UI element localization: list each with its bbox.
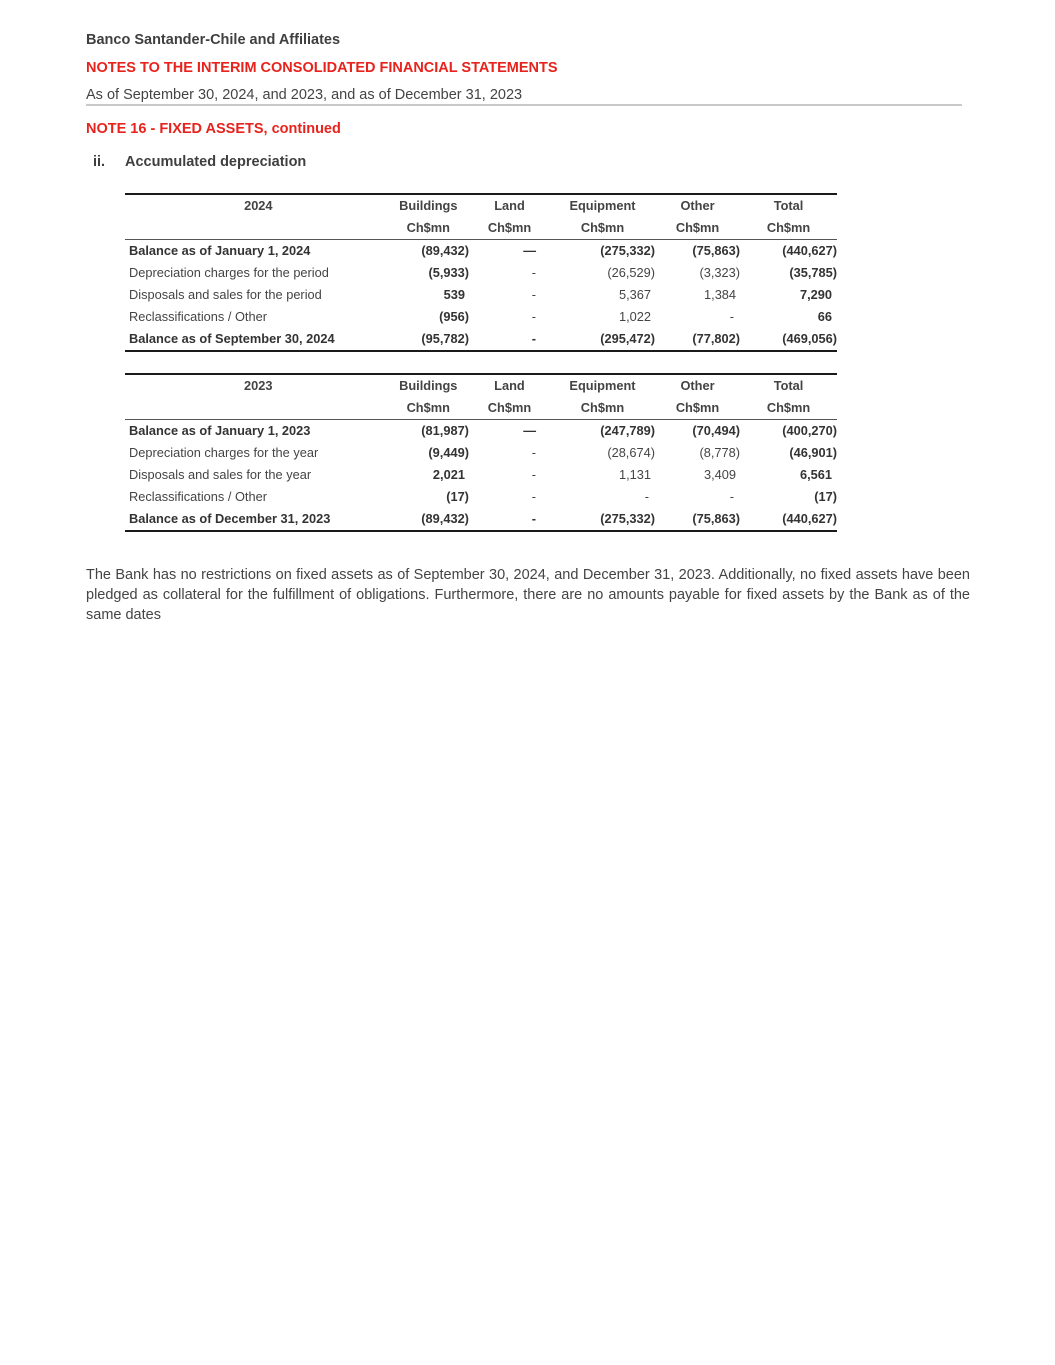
cell-buildings: (89,432) — [421, 243, 470, 258]
col-other: Other — [655, 194, 740, 217]
unit-label: Ch$mn — [740, 217, 837, 240]
table-row — [125, 284, 837, 306]
row-label: Depreciation charges for the year — [129, 445, 319, 460]
cell-total: (400,270) — [782, 423, 837, 438]
table-row — [125, 464, 837, 486]
cell-equipment: (275,332) — [600, 243, 656, 258]
cell-buildings: (5,933) — [428, 265, 470, 280]
cell-total: (440,627) — [740, 508, 837, 531]
cell-total: 7,290 — [799, 287, 832, 302]
cell-land: - — [531, 265, 537, 280]
year-header: 2023 — [125, 374, 388, 397]
cell-land: — — [523, 423, 536, 438]
cell-buildings: (17) — [446, 489, 469, 504]
section-title: Accumulated depreciation — [125, 154, 307, 170]
cell-buildings: (9,449) — [428, 445, 469, 460]
as-of-date: As of September 30, 2024, and 2023, and as of December 31, 2023 — [86, 87, 523, 103]
cell-land: - — [531, 489, 536, 504]
cell-buildings: 2,021 — [432, 467, 465, 482]
cell-total: (440,627) — [782, 243, 837, 258]
row-label: Disposals and sales for the year — [129, 467, 312, 482]
table-unit-row — [125, 397, 837, 420]
cell-buildings: (89,432) — [388, 508, 469, 531]
table-row — [125, 262, 837, 284]
col-total: Total — [740, 194, 837, 217]
cell-total: (46,901) — [789, 445, 837, 460]
cell-other: - — [729, 489, 735, 504]
cell-total: 66 — [817, 309, 832, 324]
table-row — [125, 508, 837, 531]
cell-equipment: (247,789) — [600, 423, 655, 438]
col-equipment: Equipment — [550, 194, 655, 217]
cell-other: - — [729, 309, 735, 324]
table-row — [125, 306, 837, 328]
depreciation-table-2023 — [125, 373, 837, 532]
cell-equipment: 1,131 — [618, 467, 651, 482]
unit-label: Ch$mn — [550, 397, 655, 420]
notes-title: NOTES TO THE INTERIM CONSOLIDATED FINANCIAL STATEMENTS — [86, 60, 558, 76]
cell-land: - — [531, 467, 536, 482]
cell-other: (75,863) — [692, 243, 741, 258]
row-label: Balance as of January 1, 2023 — [129, 423, 311, 438]
cell-total: (35,785) — [789, 265, 837, 280]
header-divider — [86, 104, 962, 106]
col-equipment: Equipment — [550, 374, 655, 397]
cell-land: - — [531, 445, 536, 460]
cell-equipment: 1,022 — [618, 309, 652, 324]
year-header: 2024 — [125, 194, 388, 217]
cell-equipment: (295,472) — [550, 328, 655, 351]
table-row — [125, 442, 837, 464]
company-name: Banco Santander-Chile and Affiliates — [86, 32, 341, 48]
unit-label: Ch$mn — [388, 397, 469, 420]
cell-other: (75,863) — [655, 508, 740, 531]
unit-label: Ch$mn — [469, 217, 550, 240]
row-label: Reclassifications / Other — [129, 489, 267, 504]
col-buildings: Buildings — [388, 374, 469, 397]
col-other: Other — [655, 374, 740, 397]
row-label: Depreciation charges for the period — [129, 265, 329, 280]
col-buildings: Buildings — [388, 194, 469, 217]
cell-land: - — [531, 287, 537, 302]
cell-other: (70,494) — [692, 423, 741, 438]
cell-equipment: - — [644, 489, 649, 504]
cell-land: - — [531, 309, 537, 324]
unit-label: Ch$mn — [655, 217, 740, 240]
table-header-row — [125, 194, 837, 217]
col-total: Total — [740, 374, 837, 397]
row-label: Reclassifications / Other — [129, 309, 267, 324]
cell-buildings: 539 — [443, 287, 466, 302]
table-unit-row — [125, 217, 837, 240]
cell-other: (77,802) — [655, 328, 740, 351]
unit-label: Ch$mn — [550, 217, 655, 240]
row-label: Disposals and sales for the period — [129, 287, 322, 302]
cell-equipment: (26,529) — [607, 265, 656, 280]
cell-equipment: (275,332) — [550, 508, 655, 531]
cell-land: - — [469, 328, 550, 351]
cell-buildings: (95,782) — [388, 328, 469, 351]
row-label: Balance as of January 1, 2024 — [129, 243, 311, 258]
cell-total: 6,561 — [799, 467, 832, 482]
cell-other: 3,409 — [704, 467, 737, 482]
cell-equipment: (28,674) — [607, 445, 655, 460]
cell-buildings: (81,987) — [421, 423, 469, 438]
cell-other: (8,778) — [699, 445, 741, 460]
cell-land: — — [523, 243, 537, 258]
section-number: ii. — [93, 154, 106, 170]
cell-land: - — [469, 508, 550, 531]
row-label: Balance as of December 31, 2023 — [125, 508, 388, 531]
note-title: NOTE 16 - FIXED ASSETS, continued — [86, 121, 341, 137]
unit-label: Ch$mn — [740, 397, 837, 420]
table-row — [125, 420, 837, 443]
table-row — [125, 328, 837, 351]
section-heading — [93, 154, 306, 170]
table-header-row — [125, 374, 837, 397]
cell-other: 1,384 — [704, 287, 737, 302]
table-row — [125, 240, 837, 263]
cell-equipment: 5,367 — [618, 287, 652, 302]
unit-label: Ch$mn — [655, 397, 740, 420]
cell-buildings: (956) — [439, 309, 470, 324]
footer-paragraph: The Bank has no restrictions on fixed assets as of September 30, 2024, and December 31, 2023. Additionally, no fixed assets have been pledged as collateral for the fulfillment of obligations. Furthermore, there are no amounts payable for fixed assets by the Bank as of the same dates — [86, 566, 970, 623]
cell-total: (17) — [814, 489, 837, 504]
cell-total: (469,056) — [740, 328, 837, 351]
row-label: Balance as of September 30, 2024 — [125, 328, 388, 351]
col-land: Land — [469, 194, 550, 217]
document-header — [86, 30, 966, 105]
cell-other: (3,323) — [699, 265, 741, 280]
unit-label: Ch$mn — [469, 397, 550, 420]
col-land: Land — [469, 374, 550, 397]
unit-label: Ch$mn — [388, 217, 469, 240]
depreciation-table-2024 — [125, 193, 837, 352]
table-row — [125, 486, 837, 508]
